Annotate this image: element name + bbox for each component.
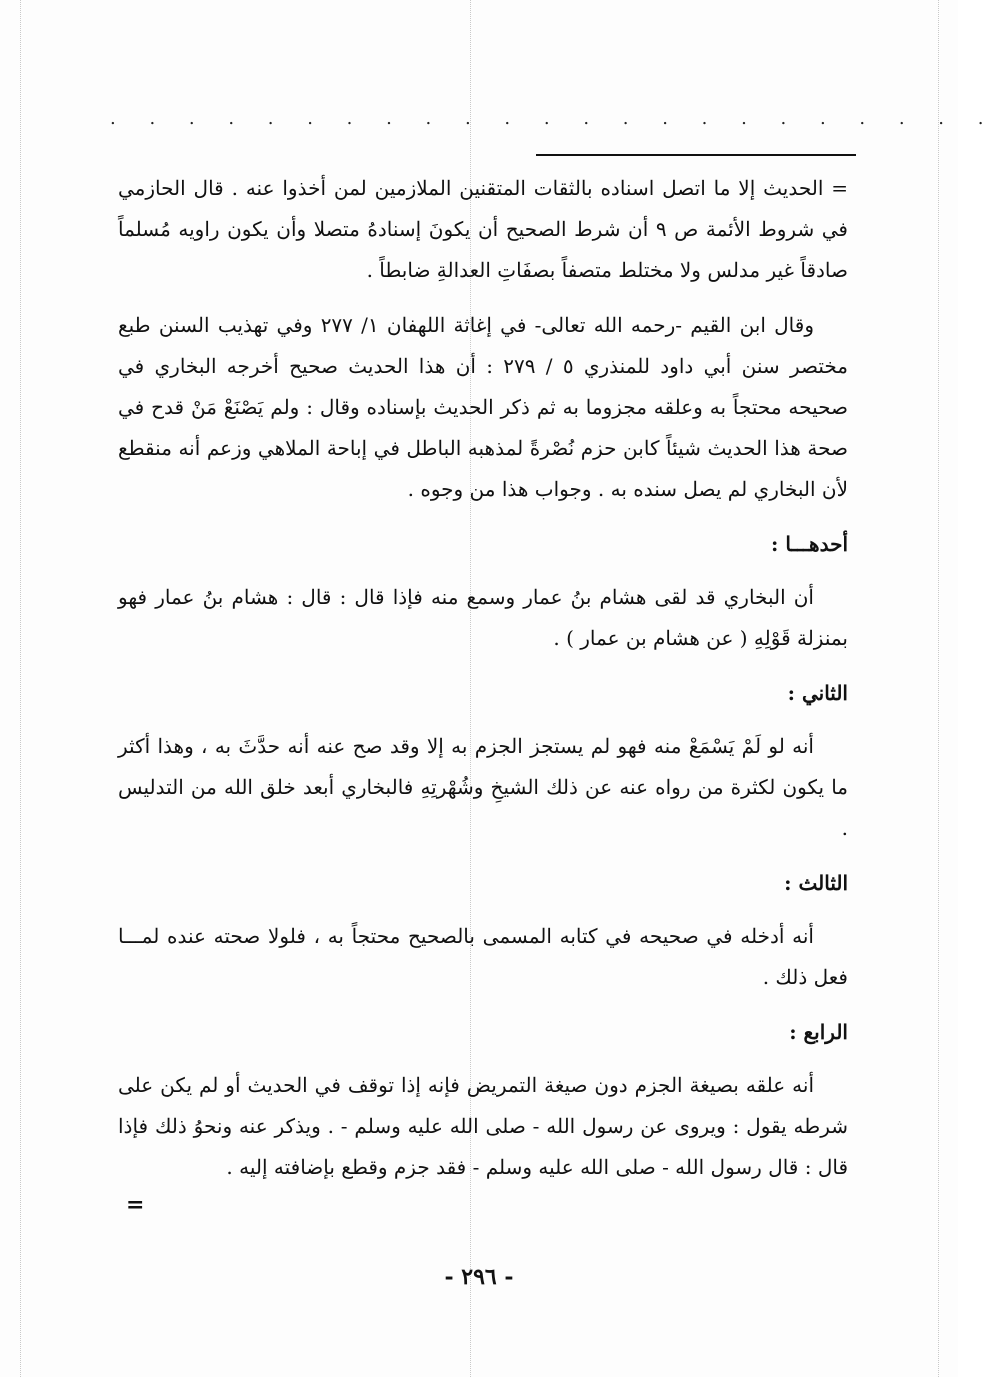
- scan-guide-line: [20, 0, 21, 1377]
- footnote-separator: [536, 154, 856, 156]
- paragraph: أنه لو لَمْ يَسْمَعْ منه فهو لم يستجز الجزم به إلا وقد صح عنه أنه حدَّثَ به ، وهذا أكثر ما يكون لكثرة من رواه عنه عن ذلك الشيخِ وشُهْرتِهِ فالبخاري أبعد خلق الله من التدليس .: [118, 734, 848, 840]
- page-number: - ٢٩٦ -: [444, 1264, 514, 1290]
- continuation-mark: =: [126, 1192, 145, 1218]
- paragraph: = الحديث إلا ما اتصل اسناده بالثقات المتقنين الملازمين لمن أخذوا عنه . قال الحازمي في شروط الأئمة ص ٩ أن شرط الصحيح أن يكونَ إسنادهُ متصلا وأن يكون راويه مُسلماً صادقاً غير مدلس ولا مختلط متصفاً بصفَاتِ العدالةِ ضابطاً .: [118, 176, 848, 282]
- paragraph: أنه علقه بصيغة الجزم دون صيغة التمريض فإنه إذا توقف في الحديث أو لم يكن على شرطه يقول : ويروى عن رسول الله - صلى الله عليه وسلم - . ويذكر عنه ونحوُ ذلك فإذا قال : قال رسول الله - صلى الله عليه وسلم - فقد جزم وقطع بإضافته إليه .: [118, 1073, 848, 1179]
- scan-guide-line: [938, 0, 939, 1377]
- paragraph: وقال ابن القيم -رحمه الله تعالى- في إغاثة اللهفان ١/ ٢٧٧ وفي تهذيب السنن طبع مختصر سنن أبي داود للمنذري ٥ / ٢٧٩ : أن هذا الحديث صحيح أخرجه البخاري في صحيحه محتجاً به وعلقه مجزوما به ثم ذكر الحديث بإسناده وقال : ولم يَصْنَعْ مَنْ قدح في صحة هذا الحديث شيئاً كابن حزم نُصْرةً لمذهبه الباطل في إباحة الملاهي وزعم أنه منقطع لأن البخاري لم يصل سنده به . وجواب هذا من وجوه .: [118, 313, 848, 501]
- section-heading: الرابع :: [789, 1020, 848, 1044]
- section-heading: الثاني :: [787, 681, 848, 705]
- header-dots: . . . . . . . . . . . . . . . . . . . . . . .: [110, 108, 997, 129]
- section-heading: أحدهـــا :: [771, 532, 848, 556]
- paragraph: أنه أدخله في صحيحه في كتابه المسمى بالصحيح محتجاً به ، فلولا صحته عنده لمـــا فعل ذلك .: [118, 924, 848, 989]
- section-heading: الثالث :: [784, 871, 848, 895]
- paragraph: أن البخاري قد لقى هشام بنُ عمار وسمع منه فإذا قال : قال : هشام بنُ عمار فهو بمنزلة قَوْلِهِ ( عن هشام بن عمار ) .: [118, 585, 848, 650]
- page-content: [118, 168, 848, 1202]
